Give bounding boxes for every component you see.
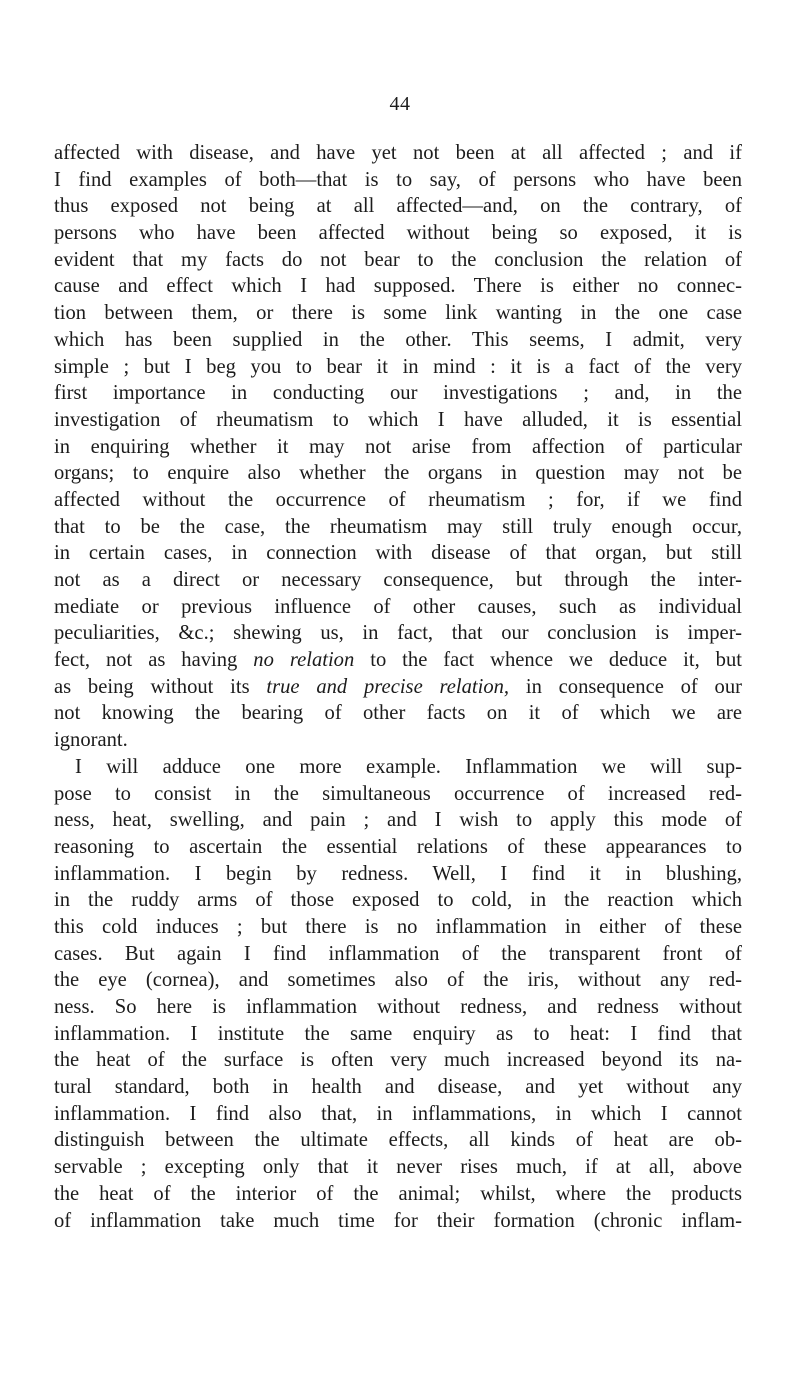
text-line: reasoning to ascertain the essential relations of these appearances to	[54, 835, 742, 858]
text-line: in certain cases, in connection with disease of that organ, but still	[54, 542, 742, 565]
text-line: tural standard, both in health and disease, and yet without any	[54, 1076, 742, 1099]
text-segment: in consequence of our	[509, 675, 742, 698]
text-line	[54, 647, 742, 674]
text-line: organs; to enquire also whether the organs in question may not be	[54, 462, 742, 485]
text-line: I find examples of both—that is to say, of persons who have been	[54, 168, 742, 191]
page-number: 44	[389, 93, 411, 115]
text-line: simple ; but I beg you to bear it in mind : it is a fact of the very	[54, 355, 742, 378]
text-line: affected without the occurrence of rheumatism ; for, if we find	[54, 488, 742, 511]
text-line	[54, 674, 742, 701]
text-segment: as being without its	[54, 675, 267, 698]
text-line: which has been supplied in the other. This seems, I admit, very	[54, 328, 742, 351]
text-line: tion between them, or there is some link wanting in the one case	[54, 302, 742, 325]
text-line: first importance in conducting our investigations ; and, in the	[54, 382, 742, 405]
text-line: inflammation. I find also that, in inflammations, in which I cannot	[54, 1102, 742, 1125]
text-line: persons who have been affected without being so exposed, it is	[54, 222, 742, 245]
text-line: peculiarities, &c.; shewing us, in fact, that our conclusion is imper-	[54, 622, 742, 645]
text-line: the heat of the interior of the animal; whilst, where the products	[54, 1182, 742, 1205]
text-line: servable ; excepting only that it never rises much, if at all, above	[54, 1156, 742, 1179]
text-line: that to be the case, the rheumatism may still truly enough occur,	[54, 515, 742, 538]
text-segment: fect, not as having	[54, 649, 254, 672]
body-text	[54, 140, 742, 1234]
italic-phrase: no relation	[253, 649, 355, 672]
text-line: inflammation. I begin by redness. Well, I find it in blushing,	[54, 862, 742, 885]
text-line: the eye (cornea), and sometimes also of the iris, without any red-	[54, 969, 742, 992]
text-line: mediate or previous influence of other causes, such as individual	[54, 595, 742, 618]
text-line: inflammation. I institute the same enquiry as to heat: I find that	[54, 1022, 742, 1045]
text-line: the heat of the surface is often very much increased beyond its na-	[54, 1049, 742, 1072]
text-line: pose to consist in the simultaneous occurrence of increased red-	[54, 782, 742, 805]
text-line: in enquiring whether it may not arise from affection of particular	[54, 435, 742, 458]
text-line: not as a direct or necessary consequence, but through the inter-	[54, 569, 742, 591]
text-line: cases. But again I find inflammation of the transparent front of	[54, 942, 742, 965]
text-line: in the ruddy arms of those exposed to cold, in the reaction which	[54, 889, 742, 912]
text-segment: to the fact whence we deduce it, but	[354, 649, 742, 672]
text-line: not knowing the bearing of other facts on it of which we are	[54, 702, 742, 725]
text-line: evident that my facts do not bear to the conclusion the relation of	[54, 248, 742, 271]
text-line: I will adduce one more example. Inflammation we will sup-	[75, 755, 742, 778]
text-line: affected with disease, and have yet not been at all affected ; and if	[54, 142, 742, 164]
text-line: distinguish between the ultimate effects, all kinds of heat are ob-	[54, 1129, 742, 1152]
text-line: ness, heat, swelling, and pain ; and I wish to apply this mode of	[54, 809, 742, 832]
text-line: cause and effect which I had supposed. There is either no connec-	[54, 275, 742, 298]
text-line: of inflammation take much time for their formation (chronic inflam-	[54, 1209, 742, 1232]
text-line: thus exposed not being at all affected—and, on the contrary, of	[54, 195, 742, 218]
text-line: ness. So here is inflammation without redness, and redness without	[54, 996, 742, 1018]
text-line: ignorant.	[54, 729, 128, 752]
italic-phrase: true and precise relation,	[266, 675, 510, 698]
text-line: investigation of rheumatism to which I have alluded, it is essential	[54, 408, 742, 431]
text-line: this cold induces ; but there is no inflammation in either of these	[54, 915, 742, 938]
